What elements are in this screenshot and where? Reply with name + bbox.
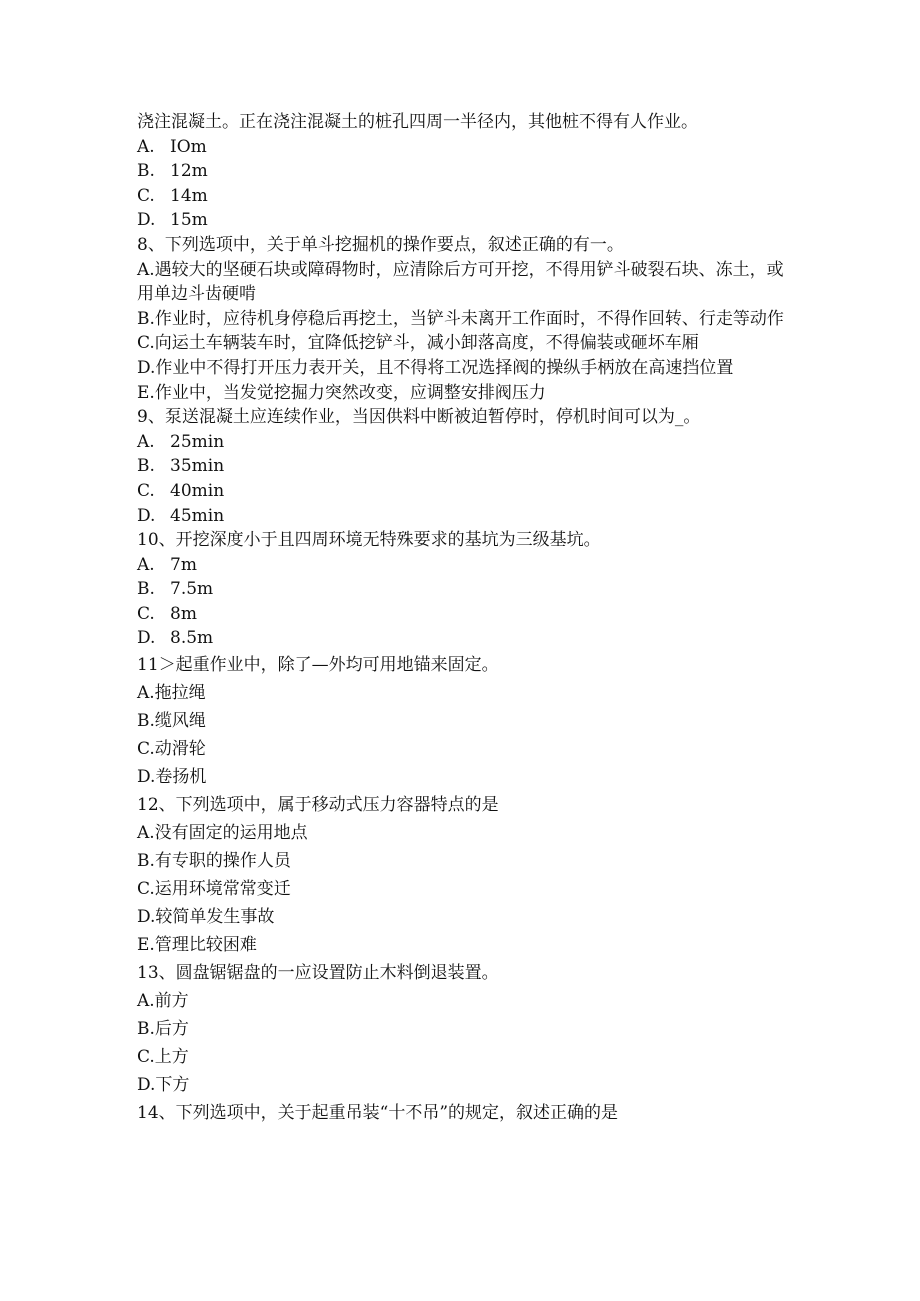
answer-option: D.较简单发生事故 <box>137 907 275 928</box>
question-stem: 12、下列选项中，属于移动式压力容器特点的是 <box>137 795 499 816</box>
option-letter: D. <box>137 628 156 649</box>
option-text: 40min <box>170 480 225 501</box>
option-letter: A. <box>137 431 155 452</box>
answer-option: C.上方 <box>137 1047 189 1068</box>
question-stem: 14、下列选项中，关于起重吊装“十不吊”的规定，叙述正确的是 <box>137 1103 619 1124</box>
answer-option: A.没有固定的运用地点 <box>137 823 308 844</box>
option-text: 25min <box>170 431 225 452</box>
answer-option: E.作业中，当发觉挖掘力突然改变，应调整安排阀压力 <box>137 382 546 403</box>
answer-option <box>137 553 787 578</box>
option-letter: B. <box>137 579 155 600</box>
question-stem: 8、下列选项中，关于单斗挖掘机的操作要点，叙述正确的有一。 <box>137 234 624 255</box>
option-text: 15m <box>170 210 208 231</box>
answer-option <box>137 454 787 479</box>
option-letter: D. <box>137 505 156 526</box>
answer-option: D.卷扬机 <box>137 767 207 788</box>
answer-option <box>137 135 787 160</box>
answer-option: A.拖拉绳 <box>137 683 206 704</box>
answer-option: B.作业时，应待机身停稳后再挖土，当铲斗未离开工作面时，不得作回转、行走等动作 <box>137 308 784 329</box>
question-stem: 11＞起重作业中，除了—外均可用地锚来固定。 <box>137 655 499 676</box>
option-letter: B. <box>137 161 155 182</box>
option-letter: A. <box>137 136 155 157</box>
answer-option: D.作业中不得打开压力表开关，且不得将工况选择阀的操纵手柄放在高速挡位置 <box>137 357 734 378</box>
answer-option <box>137 504 787 529</box>
option-text: 8m <box>170 603 197 624</box>
answer-option: E.管理比较困难 <box>137 935 257 956</box>
answer-option: C.动滑轮 <box>137 739 206 760</box>
option-letter: C. <box>137 480 155 501</box>
answer-option <box>137 602 787 627</box>
answer-option: C.运用环境常常变迁 <box>137 879 291 900</box>
answer-option <box>137 208 787 233</box>
answer-option: B.缆风绳 <box>137 711 206 732</box>
option-letter: B. <box>137 456 155 477</box>
question-stem: 13、圆盘锯锯盘的一应设置防止木料倒退装置。 <box>137 963 499 984</box>
answer-option: B.后方 <box>137 1019 189 1040</box>
question-stem: 浇注混凝土。正在浇注混凝土的桩孔四周一半径内，其他桩不得有人作业。 <box>137 112 698 132</box>
answer-option <box>137 626 787 651</box>
option-text: 8.5m <box>170 628 214 649</box>
answer-option <box>137 184 787 209</box>
option-text: 7m <box>170 554 197 575</box>
answer-option: C.向运土车辆装车时，宜降低挖铲斗，减小卸落高度，不得偏装或砸坏车厢 <box>137 333 699 354</box>
answer-option: D.下方 <box>137 1075 190 1096</box>
answer-option <box>137 577 787 602</box>
option-text: 35min <box>170 456 225 477</box>
option-text: IOm <box>170 136 207 157</box>
answer-option <box>137 479 787 504</box>
answer-option: B.有专职的操作人员 <box>137 851 291 872</box>
question-stem: 9、泵送混凝土应连续作业，当因供料中断被迫暂停时，停机时间可以为_。 <box>137 407 701 428</box>
answer-option <box>137 159 787 184</box>
option-text: 12m <box>170 161 208 182</box>
answer-option: A.遇较大的坚硬石块或障碍物时，应清除后方可开挖，不得用铲斗破裂石块、冻土，或用单边斗齿硬啃 <box>137 259 784 305</box>
question-stem: 10、开挖深度小于且四周环境无特殊要求的基坑为三级基坑。 <box>137 530 601 551</box>
option-letter: D. <box>137 210 156 231</box>
option-letter: A. <box>137 554 155 575</box>
document-page <box>137 110 787 1127</box>
option-text: 14m <box>170 185 208 206</box>
answer-option <box>137 430 787 455</box>
answer-option: A.前方 <box>137 991 189 1012</box>
option-letter: C. <box>137 185 155 206</box>
option-text: 45min <box>170 505 225 526</box>
option-letter: C. <box>137 603 155 624</box>
option-text: 7.5m <box>170 579 214 600</box>
